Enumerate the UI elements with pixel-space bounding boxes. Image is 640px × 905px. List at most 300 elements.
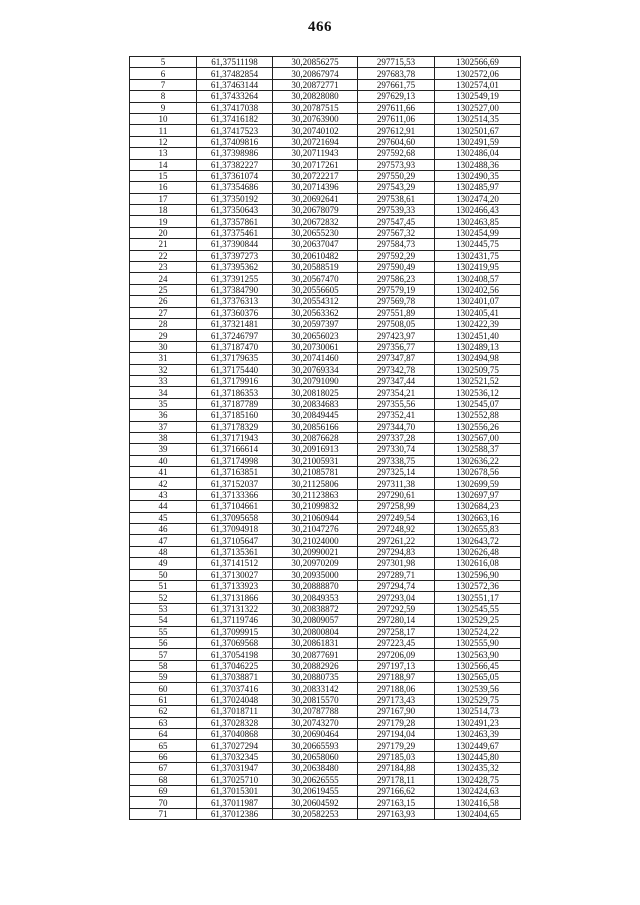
longitude-cell: 30,20867974: [273, 68, 358, 79]
latitude-cell: 61,37024048: [197, 694, 273, 705]
table-row: [130, 330, 521, 341]
table-row: [130, 592, 521, 603]
x-coordinate-cell: 297543,29: [358, 182, 435, 193]
y-coordinate-cell: 1302424,63: [435, 786, 521, 797]
y-coordinate-cell: 1302636,22: [435, 455, 521, 466]
table-row: [130, 284, 521, 295]
x-coordinate-cell: 297223,45: [358, 637, 435, 648]
point-number-cell: 36: [130, 410, 197, 421]
y-coordinate-cell: 1302556,26: [435, 421, 521, 432]
table-row: [130, 683, 521, 694]
point-number-cell: 29: [130, 330, 197, 341]
point-number-cell: 28: [130, 318, 197, 329]
point-number-cell: 48: [130, 546, 197, 557]
x-coordinate-cell: 297661,75: [358, 79, 435, 90]
x-coordinate-cell: 297715,53: [358, 57, 435, 68]
latitude-cell: 61,37178329: [197, 421, 273, 432]
table-row: [130, 626, 521, 637]
longitude-cell: 30,20711943: [273, 148, 358, 159]
longitude-cell: 30,20888870: [273, 580, 358, 591]
point-number-cell: 26: [130, 296, 197, 307]
latitude-cell: 61,37409816: [197, 136, 273, 147]
x-coordinate-cell: 297352,41: [358, 410, 435, 421]
y-coordinate-cell: 1302404,65: [435, 808, 521, 819]
x-coordinate-cell: 297293,04: [358, 592, 435, 603]
longitude-cell: 30,20563362: [273, 307, 358, 318]
table-row: [130, 57, 521, 68]
coordinates-table: [129, 56, 521, 820]
x-coordinate-cell: 297683,78: [358, 68, 435, 79]
latitude-cell: 61,37027294: [197, 740, 273, 751]
latitude-cell: 61,37361074: [197, 170, 273, 181]
y-coordinate-cell: 1302445,75: [435, 239, 521, 250]
y-coordinate-cell: 1302402,56: [435, 284, 521, 295]
y-coordinate-cell: 1302416,58: [435, 797, 521, 808]
latitude-cell: 61,37018711: [197, 706, 273, 717]
point-number-cell: 40: [130, 455, 197, 466]
point-number-cell: 47: [130, 535, 197, 546]
x-coordinate-cell: 297592,29: [358, 250, 435, 261]
y-coordinate-cell: 1302574,01: [435, 79, 521, 90]
longitude-cell: 30,21085781: [273, 467, 358, 478]
y-coordinate-cell: 1302445,80: [435, 751, 521, 762]
y-coordinate-cell: 1302699,59: [435, 478, 521, 489]
y-coordinate-cell: 1302435,32: [435, 763, 521, 774]
point-number-cell: 37: [130, 421, 197, 432]
x-coordinate-cell: 297248,92: [358, 524, 435, 535]
table-row: [130, 296, 521, 307]
longitude-cell: 30,20722217: [273, 170, 358, 181]
x-coordinate-cell: 297611,66: [358, 102, 435, 113]
y-coordinate-cell: 1302527,00: [435, 102, 521, 113]
table-row: [130, 262, 521, 273]
table-row: [130, 410, 521, 421]
table-row: [130, 501, 521, 512]
longitude-cell: 30,20990021: [273, 546, 358, 557]
longitude-cell: 30,20730061: [273, 341, 358, 352]
longitude-cell: 30,21123863: [273, 489, 358, 500]
latitude-cell: 61,37012386: [197, 808, 273, 819]
y-coordinate-cell: 1302545,55: [435, 603, 521, 614]
latitude-cell: 61,37179635: [197, 353, 273, 364]
table-row: [130, 113, 521, 124]
y-coordinate-cell: 1302419,95: [435, 262, 521, 273]
latitude-cell: 61,37187470: [197, 341, 273, 352]
x-coordinate-cell: 297590,49: [358, 262, 435, 273]
table-row: [130, 375, 521, 386]
table-row: [130, 193, 521, 204]
table-row: [130, 227, 521, 238]
point-number-cell: 63: [130, 717, 197, 728]
point-number-cell: 46: [130, 524, 197, 535]
latitude-cell: 61,37187789: [197, 398, 273, 409]
point-number-cell: 52: [130, 592, 197, 603]
y-coordinate-cell: 1302536,12: [435, 387, 521, 398]
x-coordinate-cell: 297579,19: [358, 284, 435, 295]
latitude-cell: 61,37354686: [197, 182, 273, 193]
table-row: [130, 535, 521, 546]
x-coordinate-cell: 297355,56: [358, 398, 435, 409]
longitude-cell: 30,20690464: [273, 729, 358, 740]
table-row: [130, 717, 521, 728]
latitude-cell: 61,37133923: [197, 580, 273, 591]
point-number-cell: 43: [130, 489, 197, 500]
latitude-cell: 61,37175440: [197, 364, 273, 375]
x-coordinate-cell: 297356,77: [358, 341, 435, 352]
x-coordinate-cell: 297185,03: [358, 751, 435, 762]
longitude-cell: 30,20741460: [273, 353, 358, 364]
y-coordinate-cell: 1302451,40: [435, 330, 521, 341]
point-number-cell: 62: [130, 706, 197, 717]
latitude-cell: 61,37166614: [197, 444, 273, 455]
y-coordinate-cell: 1302684,23: [435, 501, 521, 512]
table-row: [130, 91, 521, 102]
table-row: [130, 672, 521, 683]
y-coordinate-cell: 1302490,35: [435, 170, 521, 181]
latitude-cell: 61,37099915: [197, 626, 273, 637]
point-number-cell: 42: [130, 478, 197, 489]
latitude-cell: 61,37186353: [197, 387, 273, 398]
longitude-cell: 30,20815570: [273, 694, 358, 705]
latitude-cell: 61,37141512: [197, 558, 273, 569]
y-coordinate-cell: 1302463,39: [435, 729, 521, 740]
y-coordinate-cell: 1302486,04: [435, 148, 521, 159]
latitude-cell: 61,37391255: [197, 273, 273, 284]
longitude-cell: 30,20849353: [273, 592, 358, 603]
y-coordinate-cell: 1302588,37: [435, 444, 521, 455]
longitude-cell: 30,20809057: [273, 615, 358, 626]
x-coordinate-cell: 297347,87: [358, 353, 435, 364]
longitude-cell: 30,20838872: [273, 603, 358, 614]
x-coordinate-cell: 297538,61: [358, 193, 435, 204]
y-coordinate-cell: 1302501,67: [435, 125, 521, 136]
table-row: [130, 341, 521, 352]
x-coordinate-cell: 297347,44: [358, 375, 435, 386]
x-coordinate-cell: 297173,43: [358, 694, 435, 705]
x-coordinate-cell: 297258,17: [358, 626, 435, 637]
point-number-cell: 61: [130, 694, 197, 705]
table-row: [130, 615, 521, 626]
y-coordinate-cell: 1302485,97: [435, 182, 521, 193]
latitude-cell: 61,37350643: [197, 205, 273, 216]
x-coordinate-cell: 297179,28: [358, 717, 435, 728]
longitude-cell: 30,20818025: [273, 387, 358, 398]
table-row: [130, 205, 521, 216]
y-coordinate-cell: 1302555,90: [435, 637, 521, 648]
longitude-cell: 30,20678079: [273, 205, 358, 216]
latitude-cell: 61,37104661: [197, 501, 273, 512]
x-coordinate-cell: 297311,38: [358, 478, 435, 489]
latitude-cell: 61,37382227: [197, 159, 273, 170]
point-number-cell: 7: [130, 79, 197, 90]
table-row: [130, 170, 521, 181]
latitude-cell: 61,37152037: [197, 478, 273, 489]
longitude-cell: 30,21125806: [273, 478, 358, 489]
point-number-cell: 57: [130, 649, 197, 660]
y-coordinate-cell: 1302428,75: [435, 774, 521, 785]
longitude-cell: 30,20769334: [273, 364, 358, 375]
point-number-cell: 44: [130, 501, 197, 512]
y-coordinate-cell: 1302494,98: [435, 353, 521, 364]
y-coordinate-cell: 1302449,67: [435, 740, 521, 751]
point-number-cell: 24: [130, 273, 197, 284]
latitude-cell: 61,37028328: [197, 717, 273, 728]
point-number-cell: 6: [130, 68, 197, 79]
point-number-cell: 50: [130, 569, 197, 580]
longitude-cell: 30,20626555: [273, 774, 358, 785]
longitude-cell: 30,20721694: [273, 136, 358, 147]
y-coordinate-cell: 1302463,85: [435, 216, 521, 227]
longitude-cell: 30,20619455: [273, 786, 358, 797]
longitude-cell: 30,20800804: [273, 626, 358, 637]
point-number-cell: 60: [130, 683, 197, 694]
x-coordinate-cell: 297338,75: [358, 455, 435, 466]
y-coordinate-cell: 1302655,83: [435, 524, 521, 535]
longitude-cell: 30,20638480: [273, 763, 358, 774]
latitude-cell: 61,37135361: [197, 546, 273, 557]
table-row: [130, 239, 521, 250]
longitude-cell: 30,20554312: [273, 296, 358, 307]
latitude-cell: 61,37179916: [197, 375, 273, 386]
point-number-cell: 39: [130, 444, 197, 455]
longitude-cell: 30,20655230: [273, 227, 358, 238]
table-row: [130, 489, 521, 500]
point-number-cell: 12: [130, 136, 197, 147]
point-number-cell: 65: [130, 740, 197, 751]
y-coordinate-cell: 1302405,41: [435, 307, 521, 318]
table-row: [130, 125, 521, 136]
x-coordinate-cell: 297289,71: [358, 569, 435, 580]
y-coordinate-cell: 1302491,59: [435, 136, 521, 147]
point-number-cell: 38: [130, 432, 197, 443]
latitude-cell: 61,37398986: [197, 148, 273, 159]
table-row: [130, 580, 521, 591]
x-coordinate-cell: 297586,23: [358, 273, 435, 284]
latitude-cell: 61,37321481: [197, 318, 273, 329]
point-number-cell: 11: [130, 125, 197, 136]
y-coordinate-cell: 1302551,17: [435, 592, 521, 603]
latitude-cell: 61,37163851: [197, 467, 273, 478]
table-row: [130, 216, 521, 227]
y-coordinate-cell: 1302491,23: [435, 717, 521, 728]
x-coordinate-cell: 297206,09: [358, 649, 435, 660]
y-coordinate-cell: 1302521,52: [435, 375, 521, 386]
x-coordinate-cell: 297179,29: [358, 740, 435, 751]
point-number-cell: 33: [130, 375, 197, 386]
longitude-cell: 30,20787788: [273, 706, 358, 717]
y-coordinate-cell: 1302626,48: [435, 546, 521, 557]
x-coordinate-cell: 297592,68: [358, 148, 435, 159]
y-coordinate-cell: 1302474,20: [435, 193, 521, 204]
table-row: [130, 398, 521, 409]
point-number-cell: 10: [130, 113, 197, 124]
y-coordinate-cell: 1302552,88: [435, 410, 521, 421]
table-row: [130, 660, 521, 671]
latitude-cell: 61,37246797: [197, 330, 273, 341]
latitude-cell: 61,37185160: [197, 410, 273, 421]
point-number-cell: 16: [130, 182, 197, 193]
x-coordinate-cell: 297188,06: [358, 683, 435, 694]
latitude-cell: 61,37038871: [197, 672, 273, 683]
table-row: [130, 637, 521, 648]
latitude-cell: 61,37357861: [197, 216, 273, 227]
x-coordinate-cell: 297194,04: [358, 729, 435, 740]
longitude-cell: 30,20787515: [273, 102, 358, 113]
latitude-cell: 61,37119746: [197, 615, 273, 626]
y-coordinate-cell: 1302529,75: [435, 694, 521, 705]
latitude-cell: 61,37417038: [197, 102, 273, 113]
table-row: [130, 102, 521, 113]
table-row: [130, 694, 521, 705]
point-number-cell: 71: [130, 808, 197, 819]
point-number-cell: 34: [130, 387, 197, 398]
y-coordinate-cell: 1302488,36: [435, 159, 521, 170]
y-coordinate-cell: 1302454,99: [435, 227, 521, 238]
longitude-cell: 30,21099832: [273, 501, 358, 512]
x-coordinate-cell: 297612,91: [358, 125, 435, 136]
table-row: [130, 763, 521, 774]
longitude-cell: 30,20916913: [273, 444, 358, 455]
table-row: [130, 751, 521, 762]
latitude-cell: 61,37037416: [197, 683, 273, 694]
point-number-cell: 15: [130, 170, 197, 181]
x-coordinate-cell: 297258,99: [358, 501, 435, 512]
x-coordinate-cell: 297569,78: [358, 296, 435, 307]
point-number-cell: 19: [130, 216, 197, 227]
point-number-cell: 9: [130, 102, 197, 113]
point-number-cell: 45: [130, 512, 197, 523]
point-number-cell: 49: [130, 558, 197, 569]
longitude-cell: 30,21005931: [273, 455, 358, 466]
longitude-cell: 30,20882926: [273, 660, 358, 671]
table-row: [130, 808, 521, 819]
x-coordinate-cell: 297550,29: [358, 170, 435, 181]
longitude-cell: 30,20877691: [273, 649, 358, 660]
y-coordinate-cell: 1302549,19: [435, 91, 521, 102]
point-number-cell: 22: [130, 250, 197, 261]
latitude-cell: 61,37011987: [197, 797, 273, 808]
y-coordinate-cell: 1302529,25: [435, 615, 521, 626]
table-row: [130, 478, 521, 489]
x-coordinate-cell: 297423,97: [358, 330, 435, 341]
point-number-cell: 56: [130, 637, 197, 648]
table-row: [130, 786, 521, 797]
longitude-cell: 30,20665593: [273, 740, 358, 751]
longitude-cell: 30,20833142: [273, 683, 358, 694]
latitude-cell: 61,37390844: [197, 239, 273, 250]
y-coordinate-cell: 1302566,69: [435, 57, 521, 68]
x-coordinate-cell: 297178,11: [358, 774, 435, 785]
point-number-cell: 27: [130, 307, 197, 318]
x-coordinate-cell: 297629,13: [358, 91, 435, 102]
point-number-cell: 20: [130, 227, 197, 238]
table-row: [130, 182, 521, 193]
table-row: [130, 706, 521, 717]
x-coordinate-cell: 297344,70: [358, 421, 435, 432]
table-row: [130, 740, 521, 751]
y-coordinate-cell: 1302563,90: [435, 649, 521, 660]
x-coordinate-cell: 297584,73: [358, 239, 435, 250]
longitude-cell: 30,20672832: [273, 216, 358, 227]
point-number-cell: 32: [130, 364, 197, 375]
latitude-cell: 61,37397273: [197, 250, 273, 261]
longitude-cell: 30,20717261: [273, 159, 358, 170]
y-coordinate-cell: 1302596,90: [435, 569, 521, 580]
longitude-cell: 30,20791090: [273, 375, 358, 386]
table-row: [130, 250, 521, 261]
point-number-cell: 23: [130, 262, 197, 273]
table-row: [130, 444, 521, 455]
table-row: [130, 136, 521, 147]
longitude-cell: 30,20714396: [273, 182, 358, 193]
longitude-cell: 30,20834683: [273, 398, 358, 409]
latitude-cell: 61,37416182: [197, 113, 273, 124]
point-number-cell: 59: [130, 672, 197, 683]
point-number-cell: 14: [130, 159, 197, 170]
table-row: [130, 569, 521, 580]
table-row: [130, 148, 521, 159]
y-coordinate-cell: 1302431,75: [435, 250, 521, 261]
longitude-cell: 30,20876628: [273, 432, 358, 443]
x-coordinate-cell: 297184,88: [358, 763, 435, 774]
longitude-cell: 30,20935000: [273, 569, 358, 580]
latitude-cell: 61,37174998: [197, 455, 273, 466]
longitude-cell: 30,20743270: [273, 717, 358, 728]
y-coordinate-cell: 1302514,73: [435, 706, 521, 717]
table-row: [130, 558, 521, 569]
latitude-cell: 61,37131322: [197, 603, 273, 614]
longitude-cell: 30,20582253: [273, 808, 358, 819]
x-coordinate-cell: 297280,14: [358, 615, 435, 626]
table-row: [130, 307, 521, 318]
longitude-cell: 30,20556605: [273, 284, 358, 295]
y-coordinate-cell: 1302509,75: [435, 364, 521, 375]
table-row: [130, 364, 521, 375]
x-coordinate-cell: 297167,90: [358, 706, 435, 717]
latitude-cell: 61,37094918: [197, 524, 273, 535]
longitude-cell: 30,20763900: [273, 113, 358, 124]
table-row: [130, 524, 521, 535]
latitude-cell: 61,37511198: [197, 57, 273, 68]
point-number-cell: 5: [130, 57, 197, 68]
y-coordinate-cell: 1302539,56: [435, 683, 521, 694]
latitude-cell: 61,37031947: [197, 763, 273, 774]
y-coordinate-cell: 1302514,35: [435, 113, 521, 124]
x-coordinate-cell: 297330,74: [358, 444, 435, 455]
x-coordinate-cell: 297188,97: [358, 672, 435, 683]
table-row: [130, 455, 521, 466]
longitude-cell: 30,20856166: [273, 421, 358, 432]
coordinates-table-body: [130, 57, 521, 820]
point-number-cell: 54: [130, 615, 197, 626]
table-row: [130, 729, 521, 740]
x-coordinate-cell: 297551,89: [358, 307, 435, 318]
y-coordinate-cell: 1302572,06: [435, 68, 521, 79]
x-coordinate-cell: 297539,33: [358, 205, 435, 216]
latitude-cell: 61,37130027: [197, 569, 273, 580]
point-number-cell: 17: [130, 193, 197, 204]
point-number-cell: 25: [130, 284, 197, 295]
x-coordinate-cell: 297325,14: [358, 467, 435, 478]
longitude-cell: 30,20740102: [273, 125, 358, 136]
x-coordinate-cell: 297604,60: [358, 136, 435, 147]
x-coordinate-cell: 297294,83: [358, 546, 435, 557]
point-number-cell: 35: [130, 398, 197, 409]
latitude-cell: 61,37046225: [197, 660, 273, 671]
point-number-cell: 55: [130, 626, 197, 637]
latitude-cell: 61,37433264: [197, 91, 273, 102]
point-number-cell: 64: [130, 729, 197, 740]
